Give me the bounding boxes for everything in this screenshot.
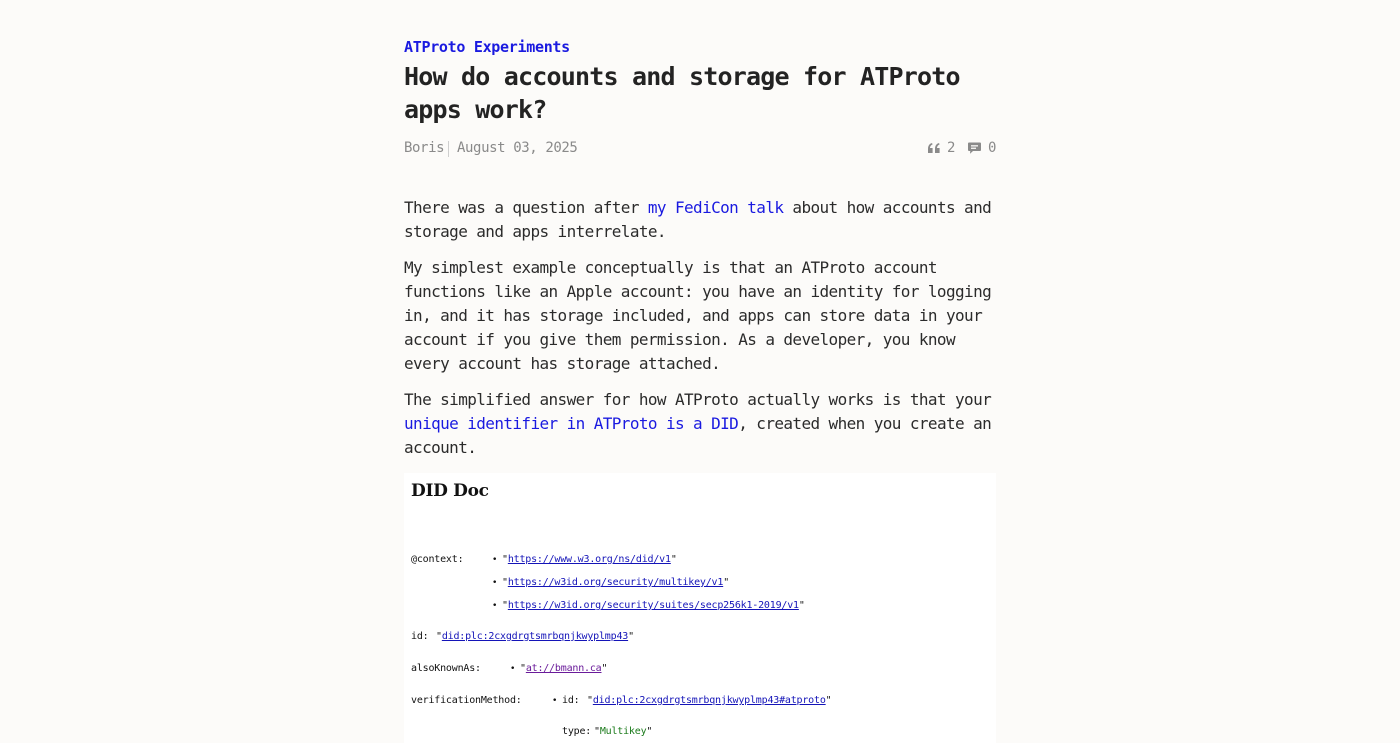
comments-button[interactable]: [967, 140, 996, 156]
paragraph-text: , created when you create an account.: [404, 414, 992, 457]
bullet: •: [492, 601, 498, 611]
post-title: How do accounts and storage for ATProto apps work?: [404, 62, 960, 124]
id-link[interactable]: did:plc:2cxgdrgtsmrbqnjkwyplmp43: [441, 631, 629, 642]
id-key: id:: [411, 631, 429, 642]
did-doc-image: [404, 473, 996, 743]
paragraph-3: [404, 388, 996, 460]
post-date: August 03, 2025: [457, 140, 578, 156]
vm-type-key: type:: [562, 726, 592, 737]
id-value: "did:plc:2cxgdrgtsmrbqnjkwyplmp43": [436, 631, 634, 642]
context-key: @context:: [411, 554, 464, 565]
quote-icon: [927, 142, 941, 154]
quotes-button[interactable]: [927, 140, 955, 156]
bullet: •: [492, 555, 498, 565]
context-link-3[interactable]: https://w3id.org/security/suites/secp256k1-2019/v1: [507, 600, 799, 611]
context-value-3: "https://w3id.org/security/suites/secp256k1-2019/v1": [502, 600, 805, 611]
bullet: •: [510, 664, 516, 674]
paragraph-text: about how accounts and storage and apps interrelate.: [404, 198, 992, 241]
paragraph-2: My simplest example conceptually is that an ATProto account functions like an Apple account: you have an identity for logging in, and it has storage included, and apps can store data in your account if you give them permission. As a developer, you know every account has storage attached.: [404, 258, 992, 373]
did-identifier-link[interactable]: unique identifier in ATProto is a DID: [404, 414, 739, 433]
vm-id-link[interactable]: did:plc:2cxgdrgtsmrbqnjkwyplmp43#atproto: [592, 695, 826, 706]
vm-key: verificationMethod:: [411, 695, 522, 706]
vm-type-string: Multikey: [599, 726, 647, 737]
meta-divider: [448, 141, 449, 157]
context-link-1[interactable]: https://www.w3.org/ns/did/v1: [507, 554, 671, 565]
aka-value: "at://bmann.ca": [520, 663, 608, 674]
vm-type-value: "Multikey": [594, 726, 653, 737]
quote-count: 2: [946, 140, 955, 156]
context-value-2: "https://w3id.org/security/multikey/v1": [502, 577, 730, 588]
fedicon-talk-link[interactable]: my FediCon talk: [647, 198, 784, 217]
bullet: •: [552, 696, 558, 706]
post-stats: [927, 140, 996, 156]
publication-link[interactable]: ATProto Experiments: [404, 38, 570, 56]
paragraph-text: There was a question after: [404, 198, 648, 217]
figure-title: DID Doc: [411, 481, 489, 501]
aka-key: alsoKnownAs:: [411, 663, 481, 674]
vm-id-key: id:: [562, 695, 580, 706]
paragraph-1: [404, 196, 996, 244]
author-name[interactable]: Boris: [404, 140, 445, 156]
comment-count: 0: [987, 140, 996, 156]
context-value-1: "https://www.w3.org/ns/did/v1": [502, 554, 677, 565]
post-body: [404, 196, 996, 472]
post-meta: [404, 140, 996, 158]
aka-link[interactable]: at://bmann.ca: [525, 663, 602, 674]
comment-icon: [967, 141, 982, 155]
paragraph-text: The simplified answer for how ATProto actually works is that your: [404, 390, 992, 409]
vm-id-value: "did:plc:2cxgdrgtsmrbqnjkwyplmp43#atproto": [587, 695, 832, 706]
context-link-2[interactable]: https://w3id.org/security/multikey/v1: [507, 577, 724, 588]
bullet: •: [492, 578, 498, 588]
